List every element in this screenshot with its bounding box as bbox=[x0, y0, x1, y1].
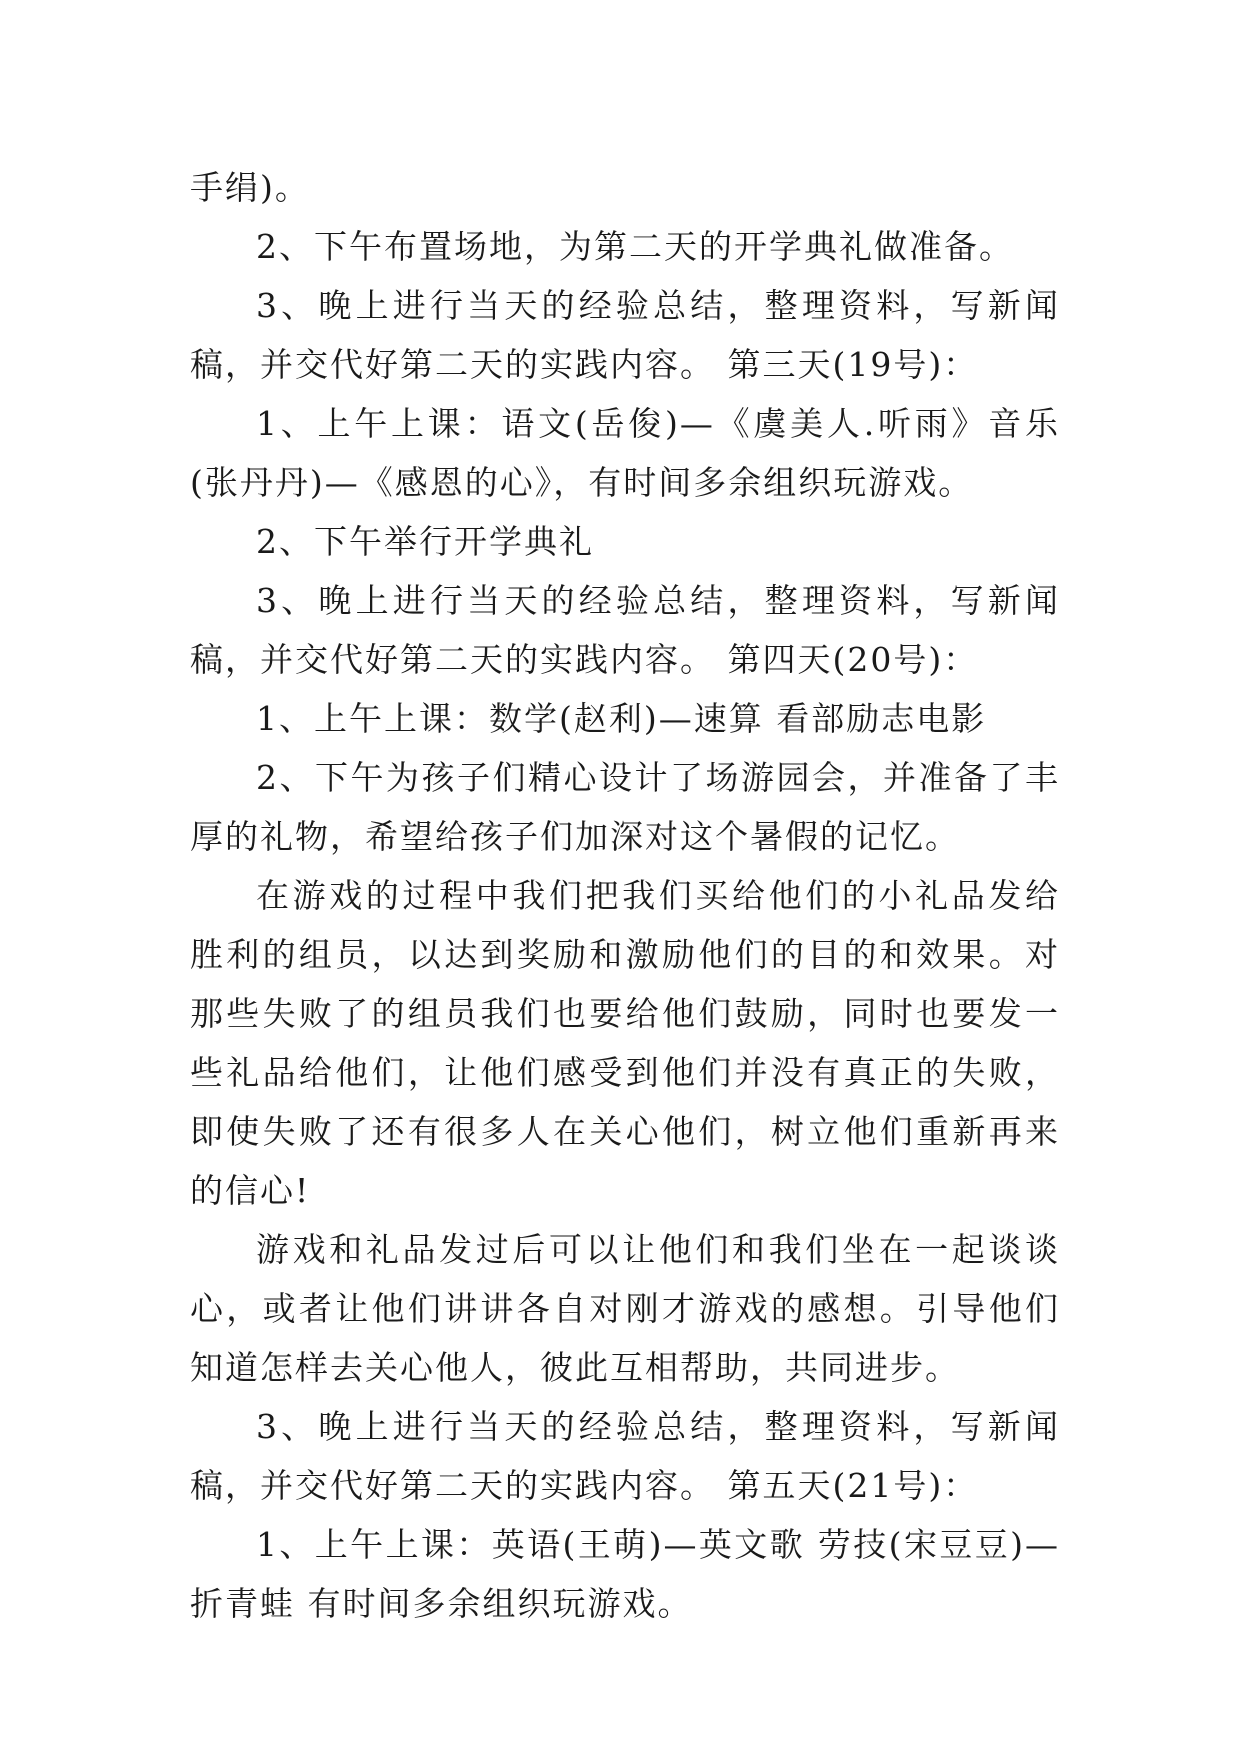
paragraph-9: 在游戏的过程中我们把我们买给他们的小礼品发给胜利的组员，以达到奖励和激励他们的目的和效果。对那些失败了的组员我们也要给他们鼓励，同时也要发一些礼品给他们，让他们感受到他们并没有真正的失败，即使失败了还有很多人在关心他们，树立他们重新再来的信心! bbox=[190, 876, 1060, 1210]
paragraph-1: 手绢)。 bbox=[190, 168, 310, 207]
document-page bbox=[190, 158, 1060, 1633]
paragraph-12: 1、上午上课：英语(王萌)—英文歌 劳技(宋豆豆)—折青蛙 有时间多余组织玩游戏。 bbox=[190, 1525, 1060, 1623]
paragraph-10: 游戏和礼品发过后可以让他们和我们坐在一起谈谈心，或者让他们讲讲各自对刚才游戏的感想。引导他们知道怎样去关心他人，彼此互相帮助，共同进步。 bbox=[190, 1230, 1060, 1387]
paragraph-3: 3、晚上进行当天的经验总结，整理资料，写新闻稿，并交代好第二天的实践内容。 第三天(19号)： bbox=[190, 286, 1060, 384]
paragraph-6: 3、晚上进行当天的经验总结，整理资料，写新闻稿，并交代好第二天的实践内容。 第四天(20号)： bbox=[190, 581, 1060, 679]
paragraph-11: 3、晚上进行当天的经验总结，整理资料，写新闻稿，并交代好第二天的实践内容。 第五天(21号)： bbox=[190, 1407, 1060, 1505]
paragraph-2: 2、下午布置场地，为第二天的开学典礼做准备。 bbox=[256, 227, 1014, 266]
paragraph-5: 2、下午举行开学典礼 bbox=[256, 522, 594, 561]
paragraph-7: 1、上午上课：数学(赵利)—速算 看部励志电影 bbox=[256, 699, 987, 738]
paragraph-4: 1、上午上课：语文(岳俊)—《虞美人.听雨》音乐(张丹丹)—《感恩的心》，有时间多余组织玩游戏。 bbox=[190, 404, 1060, 502]
paragraph-8: 2、下午为孩子们精心设计了场游园会，并准备了丰厚的礼物，希望给孩子们加深对这个暑假的记忆。 bbox=[190, 758, 1060, 856]
